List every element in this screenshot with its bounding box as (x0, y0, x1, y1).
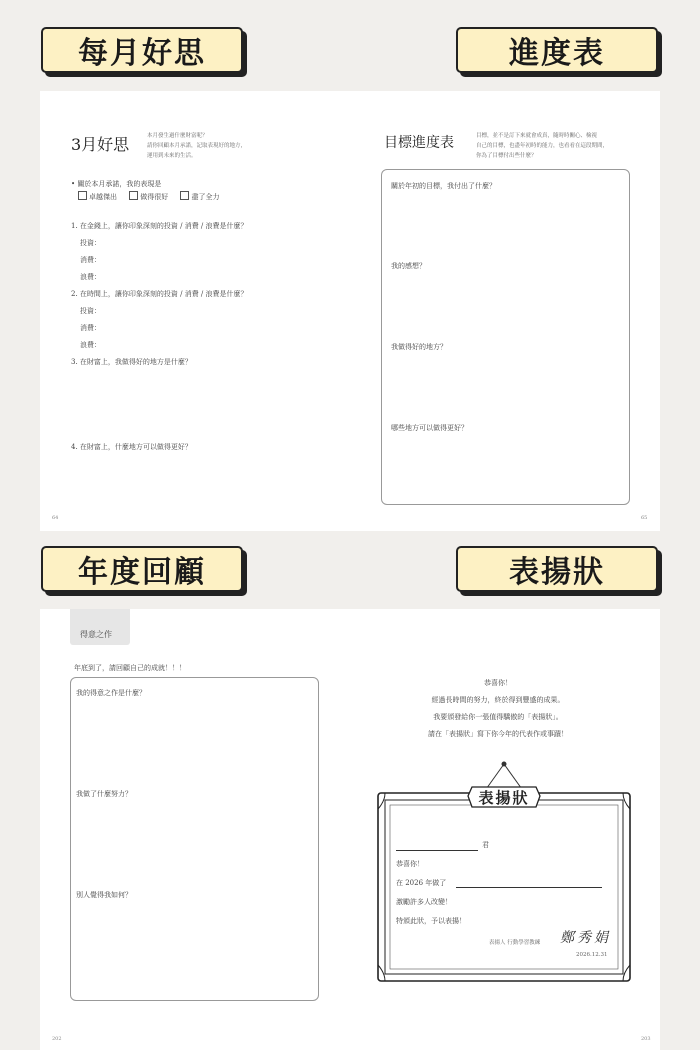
prompt-effort: 我做了什麼努力？ (76, 790, 132, 798)
prompt-masterpiece: 我的得意之作是什麼？ (76, 689, 146, 697)
invest-label: 投資： (80, 239, 101, 247)
bottom-spread (40, 609, 660, 1050)
page-number: 203 (641, 1036, 651, 1042)
progress-intro (476, 131, 608, 161)
prompt-improve: 哪些地方可以做得更好？ (391, 424, 468, 432)
achievement-line[interactable] (456, 887, 602, 888)
question-2: 2. 在時間上，讓你印象深刻的投資 / 消費 / 浪費是什麼？ (71, 290, 248, 298)
intro-line: 本月發生過什麼財富呢？ (147, 133, 208, 139)
intro-line: 自己的目標，也盡年初時的能力，也看看在這段期間， (476, 143, 609, 149)
intro-line: 經過長時間的努力，終於得到豐盛的成果。 (431, 696, 565, 704)
commitment-options (78, 191, 219, 202)
annual-review-label: 年度回顧 (41, 546, 243, 592)
consume-label: 消費： (80, 324, 101, 332)
intro-line: 運用到未來的生活。 (147, 153, 197, 159)
certificate-frame (376, 759, 632, 985)
commitment-question: • 關於本月承諾，我的表現是 (71, 180, 162, 188)
certificate-title: 表揚狀 (478, 788, 530, 807)
top-spread (40, 91, 660, 531)
year-achievement-text: 在 2026 年做了 (396, 879, 447, 887)
section-tab-label: 得意之作 (80, 630, 112, 639)
intro-line: 請在「表揚狀」寫下你今年的代表作或事蹟！ (428, 730, 568, 738)
page-title: 3月好思 (71, 135, 130, 154)
signer-title: 表揚人 行動學習教練 (489, 940, 541, 946)
monthly-reflection-label: 每月好思 (41, 27, 243, 73)
page-number: 64 (52, 515, 59, 521)
intro-line: 目標，並不是訂下來就會成真，隨時時關心、檢視 (476, 133, 598, 139)
recipient-name-line[interactable] (396, 850, 478, 851)
page-number: 202 (52, 1036, 62, 1042)
intro-line: 你為了目標付出些什麼？ (476, 153, 537, 159)
progress-table-label: 進度表 (456, 27, 658, 73)
consume-label: 消費： (80, 256, 101, 264)
intro-line: 恭喜你！ (484, 679, 512, 687)
prompt-effort: 關於年初的目標，我付出了什麼？ (391, 182, 496, 190)
monthly-intro (147, 131, 246, 161)
question-4: 4. 在財富上，什麼地方可以做得更好？ (71, 443, 192, 451)
annual-writing-box[interactable] (70, 677, 319, 1001)
certificate-date: 2026.12.31 (576, 952, 608, 958)
congrats-text: 恭喜你！ (396, 860, 424, 868)
annual-heading: 年底到了，請回顧自己的成就！！！ (74, 664, 186, 672)
prompt-feelings: 我的感想？ (391, 262, 426, 270)
invest-label: 投資： (80, 307, 101, 315)
intro-line: 我要頒發給你一張值得驕傲的「表揚狀」。 (433, 713, 563, 721)
page-number: 65 (641, 515, 648, 521)
waste-label: 浪費： (80, 273, 101, 281)
question-1: 1. 在金錢上，讓你印象深刻的投資 / 消費 / 浪費是什麼？ (71, 222, 248, 230)
signature: 鄭秀娟 (560, 930, 611, 946)
progress-writing-box[interactable] (381, 169, 630, 505)
question-3: 3. 在財富上，我做得好的地方是什麼？ (71, 358, 192, 366)
award-certificate-label: 表揚狀 (456, 546, 658, 592)
prompt-others-opinion: 別人覺得我如何？ (76, 891, 132, 899)
page-title: 目標進度表 (384, 135, 454, 151)
award-intro (388, 675, 608, 743)
name-suffix: 君 (482, 841, 489, 849)
prompt-done-well: 我做得好的地方？ (391, 343, 447, 351)
intro-line: 請你回顧本月承諾，記取表現好的地方， (147, 143, 247, 149)
inspire-text: 激勵許多人改變！ (396, 898, 452, 906)
waste-label: 浪費： (80, 341, 101, 349)
checkbox-excellent[interactable]: 卓越傑出 (78, 193, 117, 201)
section-tab (70, 609, 130, 645)
checkbox-good[interactable]: 做得很好 (129, 193, 168, 201)
checkbox-best-effort[interactable]: 盡了全力 (180, 193, 219, 201)
praise-text: 特頒此狀，予以表揚！ (396, 917, 466, 925)
